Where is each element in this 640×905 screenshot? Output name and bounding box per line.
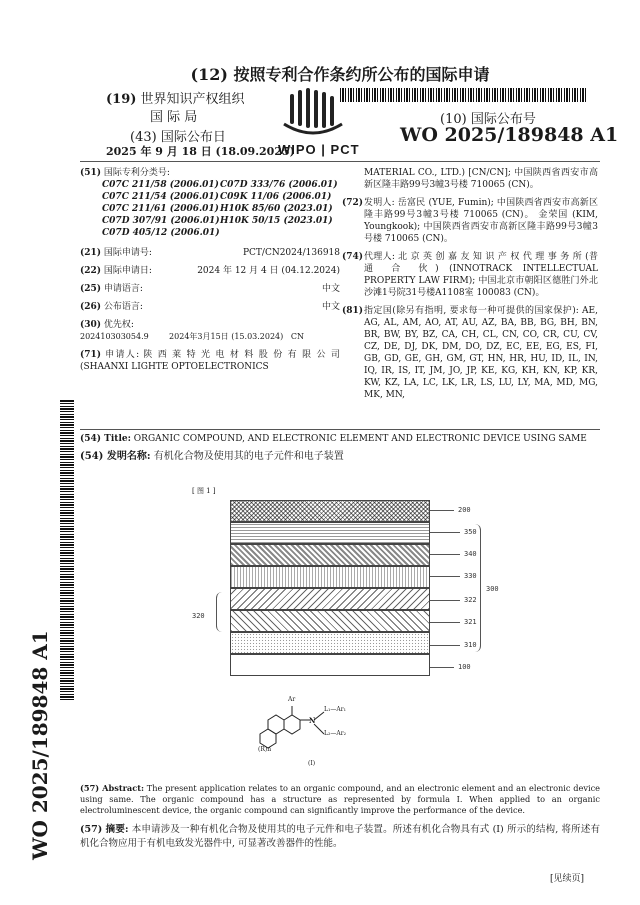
layer-200 [230, 500, 430, 522]
class-cell: H10K 50/15 (2023.01) [220, 216, 333, 226]
struct-l1: L₁—Ar₁ [324, 706, 346, 713]
class-cell: C07C 211/61 (2006.01) [102, 204, 219, 214]
barcode-side [60, 400, 74, 700]
right-fields [342, 167, 598, 401]
header-rule [80, 161, 600, 162]
label-320: 320 [192, 612, 205, 620]
field-26: (26) 公布语言: 中文 [80, 302, 340, 312]
title-zh: 有机化合物及使用其的电子元件和电子装置 [153, 451, 344, 462]
layer-100 [230, 654, 430, 676]
label-330: 330 [464, 572, 477, 580]
continued-note: [见续页] [550, 874, 585, 884]
class-cell: C07D 307/91 (2006.01) [102, 216, 220, 226]
class-cell: C07C 211/54 (2006.01) [102, 192, 219, 202]
label-310: 310 [464, 641, 477, 649]
field-21: (21) 国际申请号: PCT/CN2024/136918 [80, 248, 340, 258]
bracket-300 [474, 524, 481, 652]
field-71: (71) 申请人: 陕 西 莱 特 光 电 材 料 股 份 有 限 公 司 (SHAANXI LIGHTE OPTOELECTRONICS [80, 350, 340, 372]
label-322: 322 [464, 596, 477, 604]
formula-structure-icon [258, 702, 368, 762]
layer-322 [230, 588, 430, 610]
barcode-top [340, 88, 588, 102]
title-en: ORGANIC COMPOUND, AND ELECTRONIC ELEMENT AND ELECTRONIC DEVICE USING SAME [133, 434, 587, 444]
field-30: (30) 优先权: 202410303054.9 2024年3月15日 (15.03.2024) CN [80, 320, 305, 341]
layer-350 [230, 522, 430, 544]
label-321: 321 [464, 618, 477, 626]
pubnum-value: WO 2025/189848 A1 [400, 124, 619, 146]
left-fields: (51) 国际专利分类号: C07C 211/58 (2006.01)C07D 333/76 (2006.01) C07C 211/54 (2006.01)C09K 11/06 (2006.01) C07C 211/61 (2006.01)H10K 85/60 (2023.01) C07D 307/91 (2006.01)H10K 50/15 (2023.01) C07D 405/12 (2006.01) (21) 国际申请号: PCT/CN2024/136918 (22) 国际申请日: 2024 年 12 月 4 日 (04.12.2024) (25) 申请语言: 中文 (26) 公布语言: 中文 (30) 优先权: 202410303054.9 2024年3月15日 (15.03.2024) CN (71) 申请人: 陕 西 莱 特 光 电 材 料 股 份 有 限 公 司 (SHAANXI LIGHTE OPTOELECTRONICS [80, 168, 340, 372]
layer-340 [230, 544, 430, 566]
field-74: (74) 代理人: 北 京 英 创 嘉 友 知 识 产 权 代 理 事 务 所 (普 通 合 伙) (INNOTRACK INTELLECTUAL PROPERTY LAW FIRM); 中国北京市朝阳区德胜门外北沙滩1号院31号楼A1108室 100083 (CN)。 [342, 252, 598, 298]
side-pubnum: WO 2025/189848 A1 [28, 630, 52, 860]
struct-rn: (R)n [258, 746, 272, 753]
abstract-en: (57) Abstract: The present application relates to an organic compound, and an electronic element and an electronic device using same. The organic compound has a structure as represented by formula I. When applied to an organic electroluminescent device, the organic compound can significantly improve the performance of the device. [80, 783, 600, 815]
formula-label: (I) [308, 760, 316, 767]
org-num: (19) [106, 92, 137, 107]
struct-ar: Ar [288, 696, 296, 703]
org-name: 世界知识产权组织 [140, 92, 245, 107]
label-100: 100 [458, 663, 471, 671]
device-stack-figure [230, 500, 430, 680]
label-340: 340 [464, 550, 477, 558]
label-300: 300 [486, 585, 499, 593]
field-22: (22) 国际申请日: 2024 年 12 月 4 日 (04.12.2024) [80, 266, 340, 276]
classification-table [80, 179, 340, 239]
struct-l2: L₂—Ar₂ [324, 730, 346, 737]
label-200: 200 [458, 506, 471, 514]
class-cell: C07D 405/12 (2006.01) [102, 228, 220, 238]
title-zh-line: (54) 发明名称: 有机化合物及使用其的电子元件和电子装置 [80, 451, 344, 462]
class-cell: C07C 211/58 (2006.01) [102, 180, 219, 190]
field-71-cont: MATERIAL CO., LTD.) [CN/CN]; 中国陕西省西安市高新区隆丰路99号3幢3号楼 710065 (CN)。 [364, 168, 598, 190]
class-cell: C07D 333/76 (2006.01) [220, 180, 338, 190]
pubdate-label: (43) 国际公布日 [130, 130, 226, 145]
figure-caption: [ 图 1 ] [192, 487, 216, 495]
field-72: (72) 发明人: 岳富民 (YUE, Fumin); 中国陕西省西安市高新区隆丰路99号3幢3号楼 710065 (CN)。 金荣国 (KIM, Youngkook); 中国陕西省西安市高新区隆丰路99号3幢3号楼 710065 (CN)。 [342, 198, 598, 244]
f51-title: 国际专利分类号: [103, 168, 170, 178]
field-25: (25) 申请语言: 中文 [80, 284, 340, 294]
pubdate-value: 2025 年 9 月 18 日 (18.09.2025) [106, 145, 295, 158]
struct-n: N [309, 716, 316, 725]
document-title: (12) 按照专利合作条约所公布的国际申请 [190, 65, 490, 84]
field-81: (81) 指定国(除另有指明, 要求每一种可提供的国家保护): AE, AG, AL, AM, AO, AT, AU, AZ, BA, BB, BG, BH, BN, BR, BW, BY, BZ, CA, CH, CL, CN, CO, CR, CU, CV, CZ, DE, DJ, DK, DM, DO, DZ, EC, EE, EG, ES, FI, GB, GD, GE, GH, GM, GT, HN, HR, HU, ID, IL, IN, IQ, IR, IS, IT, JM, JO, JP, KE, KG, KH, KN, KP, KR, KW, KZ, LA, LC, LK, LR, LS, LU, LY, MA, MD, MG, MK, MN, [342, 306, 598, 400]
layer-321 [230, 610, 430, 632]
pubnum-label: (10) 国际公布号 [440, 112, 536, 127]
title-en-line: (54) Title: ORGANIC COMPOUND, AND ELECTRONIC ELEMENT AND ELECTRONIC DEVICE USING SAME [80, 434, 587, 444]
abstract-zh: (57) 摘要: 本申请涉及一种有机化合物及使用其的电子元件和电子装置。所述有机化合物具有式 (I) 所示的结构, 将所述有机化合物应用于有机电致发光器件中, 可显著改善器件的性能。 [80, 824, 600, 849]
wipo-text: WIPO | PCT [278, 142, 360, 157]
class-cell: C09K 11/06 (2006.01) [220, 192, 332, 202]
layer-330 [230, 566, 430, 588]
org-sub: 国 际 局 [150, 110, 198, 125]
title-rule [80, 429, 600, 430]
layer-310 [230, 632, 430, 654]
label-350: 350 [464, 528, 477, 536]
chemical-structure [258, 696, 368, 762]
org-block [106, 88, 245, 107]
bracket-320 [216, 592, 223, 632]
class-cell: H10K 85/60 (2023.01) [220, 204, 333, 214]
